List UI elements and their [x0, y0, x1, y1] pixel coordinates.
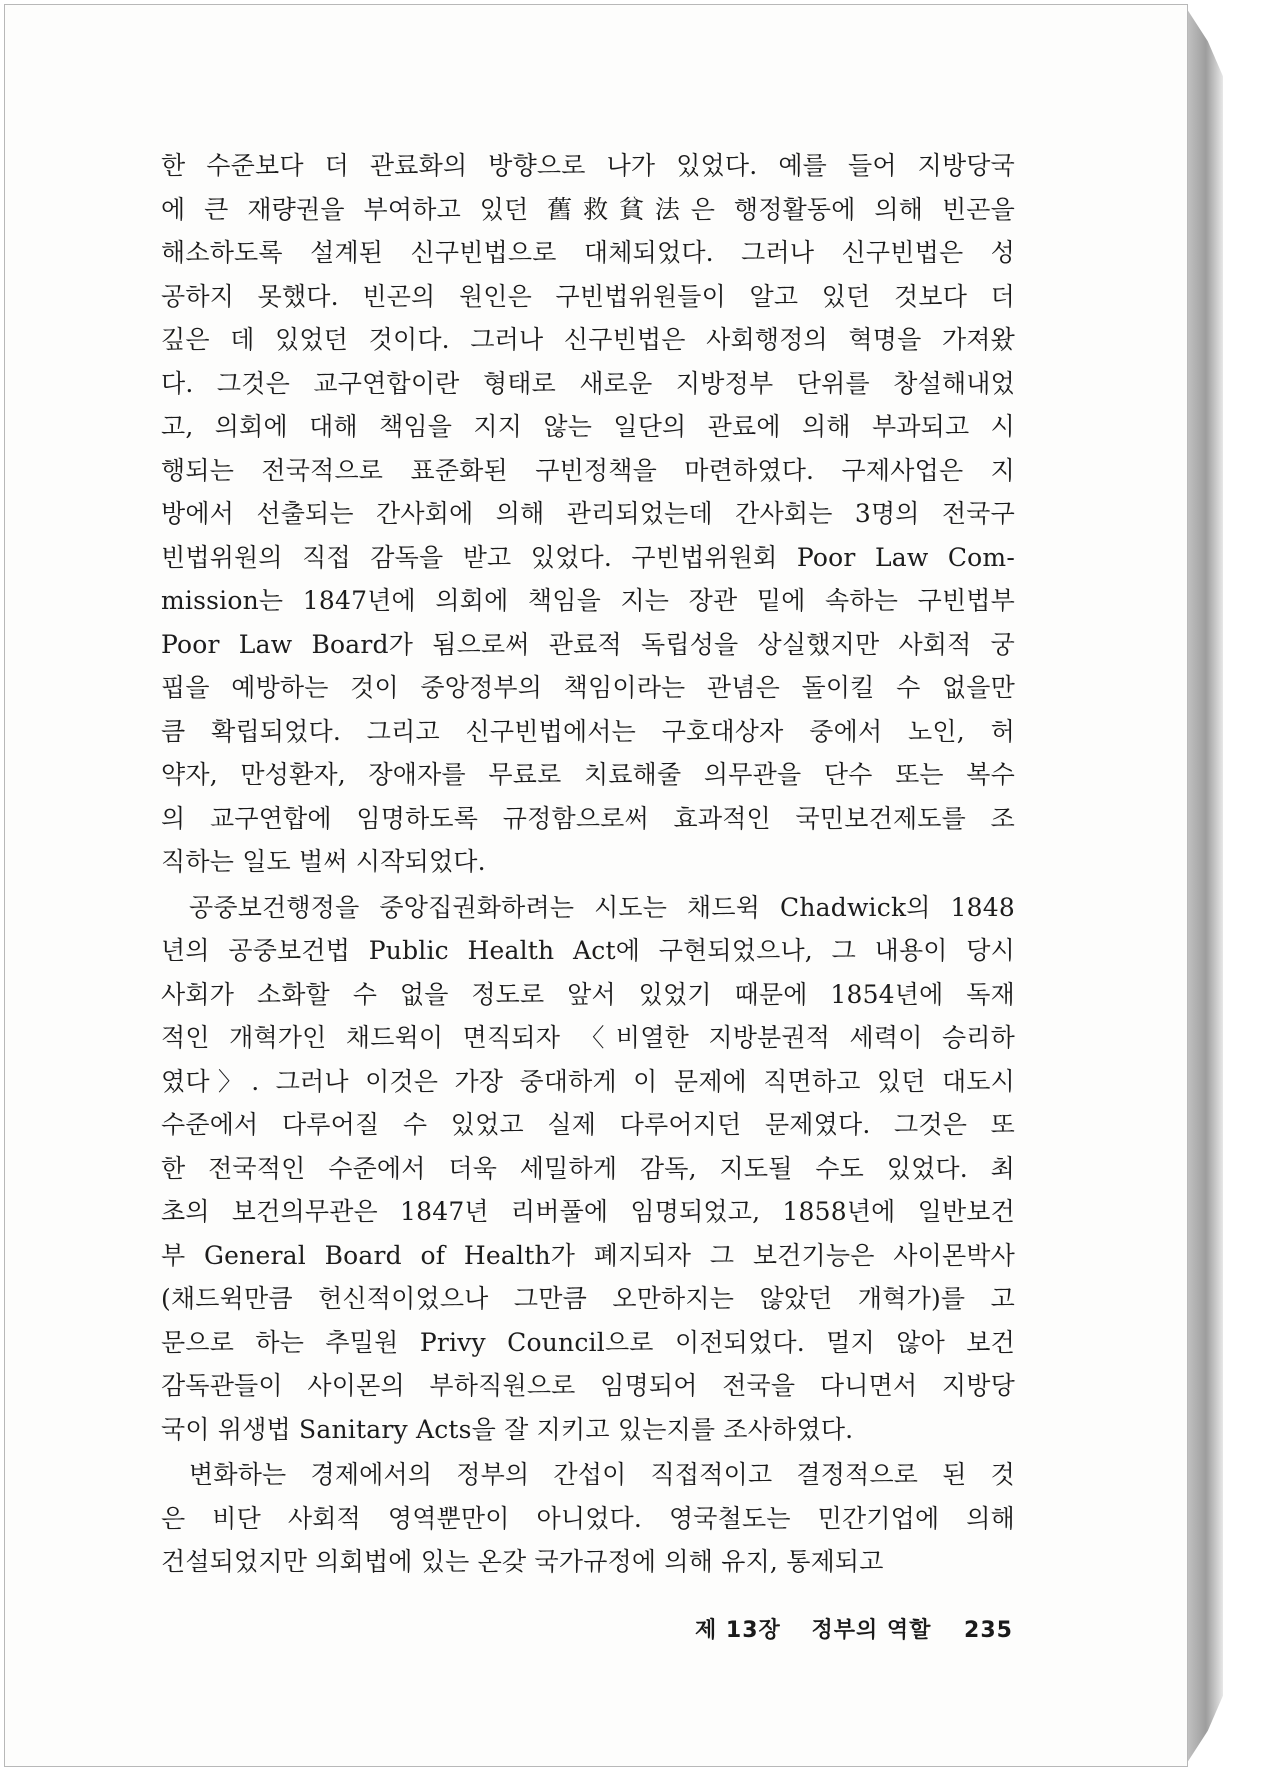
text-line: 깊은 데 있었던 것이다. 그러나 신구빈법은 사회행정의 혁명을 가져왔: [161, 325, 1015, 354]
text-line: 초의 보건의무관은 1847년 리버풀에 임명되었고, 1858년에 일반보건: [161, 1197, 1015, 1226]
text-line: Poor Law Board가 됨으로써 관료적 독립성을 상실했지만 사회적 궁: [161, 629, 1015, 659]
body-text: [161, 144, 1015, 1586]
text-line: 였다〉. 그러나 이것은 가장 중대하게 이 문제에 직면하고 있던 대도시: [161, 1066, 1015, 1096]
text-line: 부 General Board of Health가 폐지되자 그 보건기능은 사이몬박사: [161, 1240, 1015, 1270]
page-number: 235: [964, 1618, 1013, 1643]
text-line: 사회가 소화할 수 없을 정도로 앞서 있었기 때문에 1854년에 독재: [161, 979, 1015, 1009]
text-line: 약자, 만성환자, 장애자를 무료로 치료해줄 의무관을 단수 또는 복수: [161, 760, 1015, 789]
footer-chapter: 제 13장: [695, 1618, 781, 1643]
text-line: 빈법위원의 직접 감독을 받고 있었다. 구빈법위원회 Poor Law Com-: [161, 542, 1015, 572]
text-line: 의 교구연합에 임명하도록 규정함으로써 효과적인 국민보건제도를 조: [161, 803, 1015, 833]
text-line: 에 큰 재량권을 부여하고 있던 舊救貧法은 행정활동에 의해 빈곤을: [161, 194, 1015, 224]
text-line: 국이 위생법 Sanitary Acts을 잘 지키고 있는지를 조사하였다.: [161, 1414, 854, 1444]
text-line: 공하지 못했다. 빈곤의 원인은 구빈법위원들이 알고 있던 것보다 더: [161, 281, 1015, 311]
text-line: 해소하도록 설계된 신구빈법으로 대체되었다. 그러나 신구빈법은 성: [161, 238, 1015, 267]
text-line: 년의 공중보건법 Public Health Act에 구현되었으나, 그 내용이 당시: [161, 936, 1015, 965]
text-line: 행되는 전국적으로 표준화된 구빈정책을 마련하였다. 구제사업은 지: [161, 455, 1015, 485]
page-edge-shadow: [1185, 6, 1223, 1766]
text-line: 방에서 선출되는 간사회에 의해 관리되었는데 간사회는 3명의 전국구: [161, 499, 1015, 528]
paragraph: [161, 886, 1015, 1452]
text-line: 한 수준보다 더 관료화의 방향으로 나가 있었다. 예를 들어 지방당국: [161, 151, 1015, 180]
text-line: 공중보건행정을 중앙집권화하려는 시도는 채드윅 Chadwick의 1848: [189, 892, 1015, 922]
text-line: 수준에서 다루어질 수 있었고 실제 다루어지던 문제였다. 그것은 또: [161, 1110, 1015, 1139]
text-line: 감독관들이 사이몬의 부하직원으로 임명되어 전국을 다니면서 지방당: [161, 1371, 1015, 1400]
paragraph: [161, 1453, 1015, 1584]
text-line: 다. 그것은 교구연합이란 형태로 새로운 지방정부 단위를 창설해내었: [161, 368, 1015, 398]
text-line: mission는 1847년에 의회에 책임을 지는 장관 밑에 속하는 구빈법부: [161, 586, 1015, 615]
text-line: 문으로 하는 추밀원 Privy Council으로 이전되었다. 멀지 않아 보건: [161, 1327, 1015, 1357]
running-footer: [695, 1613, 1013, 1644]
book-page: [4, 4, 1188, 1767]
text-line: 건설되었지만 의회법에 있는 온갖 국가규정에 의해 유지, 통제되고: [161, 1547, 884, 1576]
footer-chapter-title: 정부의 역할: [811, 1618, 932, 1643]
text-line: 큼 확립되었다. 그리고 신구빈법에서는 구호대상자 중에서 노인, 허: [161, 716, 1015, 746]
text-line: 은 비단 사회적 영역뿐만이 아니었다. 영국철도는 민간기업에 의해: [161, 1503, 1015, 1533]
text-line: 직하는 일도 벌써 시작되었다.: [161, 847, 486, 876]
text-line: 핍을 예방하는 것이 중앙정부의 책임이라는 관념은 돌이킬 수 없을만: [161, 673, 1015, 702]
text-line: 적인 개혁가인 채드윅이 면직되자 〈비열한 지방분권적 세력이 승리하: [161, 1023, 1015, 1052]
text-line: 고, 의회에 대해 책임을 지지 않는 일단의 관료에 의해 부과되고 시: [161, 412, 1015, 441]
text-line: 변화하는 경제에서의 정부의 간섭이 직접적이고 결정적으로 된 것: [189, 1460, 1015, 1489]
text-line: 한 전국적인 수준에서 더욱 세밀하게 감독, 지도될 수도 있었다. 최: [161, 1153, 1015, 1183]
text-line: (채드윅만큼 헌신적이었으나 그만큼 오만하지는 않았던 개혁가)를 고: [161, 1284, 1015, 1313]
paragraph: [161, 144, 1015, 884]
